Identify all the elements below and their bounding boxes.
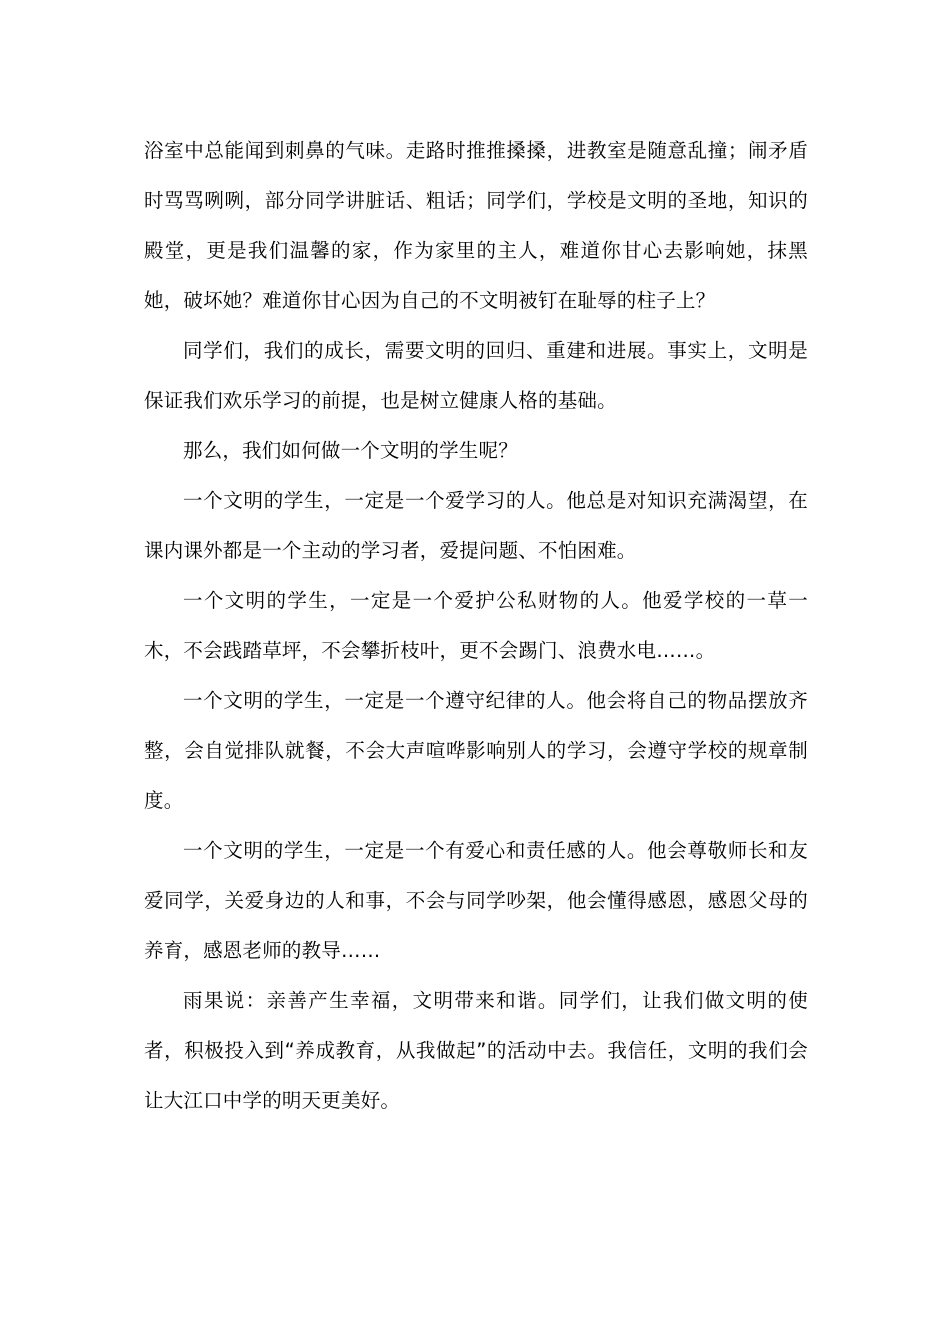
paragraph-5: 一个文明的学生，一定是一个爱护公私财物的人。他爱学校的一草一木，不会践踏草坪，不会攀折枝叶，更不会踢门、浪费水电……。: [144, 589, 808, 662]
paragraph-6: 一个文明的学生，一定是一个遵守纪律的人。他会将自己的物品摆放齐整，会自觉排队就餐，不会大声喧哗影响别人的学习，会遵守学校的规章制度。: [144, 689, 808, 812]
paragraph-4: 一个文明的学生，一定是一个爱学习的人。他总是对知识充满渴望，在课内课外都是一个主动的学习者，爱提问题、不怕困难。: [144, 489, 808, 562]
document-body: [144, 126, 808, 1126]
paragraph-7: 一个文明的学生，一定是一个有爱心和责任感的人。他会尊敬师长和友爱同学，关爱身边的人和事，不会与同学吵架，他会懂得感恩，感恩父母的养育，感恩老师的教导……: [144, 839, 808, 962]
paragraph-1: 浴室中总能闻到刺鼻的气味。走路时推推搡搡，进教室是随意乱撞；闹矛盾时骂骂咧咧，部分同学讲脏话、粗话；同学们，学校是文明的圣地，知识的殿堂，更是我们温馨的家，作为家里的主人，难道你甘心去影响她，抹黑她，破坏她？难道你甘心因为自己的不文明被钉在耻辱的柱子上？: [144, 139, 808, 312]
paragraph-8: 雨果说：亲善产生幸福，文明带来和谐。同学们，让我们做文明的使者，积极投入到“养成教育，从我做起”的活动中去。我信任，文明的我们会让大江口中学的明天更美好。: [144, 989, 808, 1112]
paragraph-3: 那么，我们如何做一个文明的学生呢？: [183, 439, 518, 462]
paragraph-2: 同学们，我们的成长，需要文明的回归、重建和进展。事实上，文明是保证我们欢乐学习的前提，也是树立健康人格的基础。: [144, 339, 808, 412]
